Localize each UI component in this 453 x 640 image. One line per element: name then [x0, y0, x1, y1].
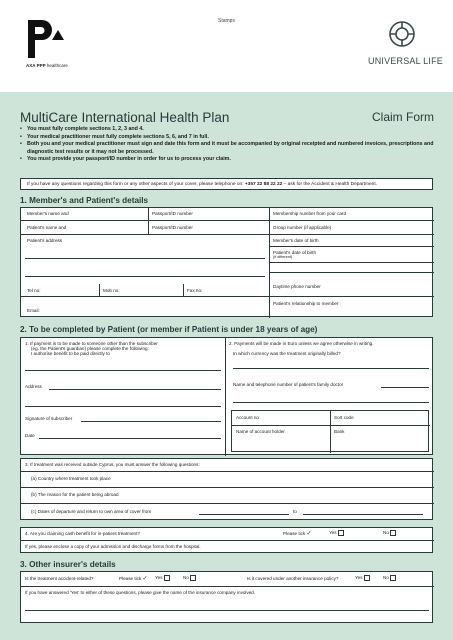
axa-ppp-logo	[26, 18, 64, 65]
cash-benefit-q4: 4. Are you claiming cash benefit for in-patient treatment?	[25, 531, 140, 536]
no-option[interactable]	[383, 530, 396, 536]
email-label: Email:	[27, 308, 40, 313]
patient-address-label: Patient's address	[27, 238, 63, 243]
no-checkbox[interactable]	[390, 530, 396, 536]
yes-label: Yes	[329, 530, 337, 536]
fax-label: Fax no:	[187, 288, 203, 293]
instruction-item: • You must provide your passport/ID number in order for us to process your claim.	[20, 156, 440, 164]
patient-name-label: Patient's name and	[27, 225, 67, 230]
please-tick-label	[283, 531, 312, 538]
accident-yes-option[interactable]	[155, 575, 170, 581]
contact-info-box	[20, 178, 433, 190]
yes-label: Yes	[155, 575, 163, 581]
payment-q1: 1. If payment is to be made to someone other than the subscriber	[25, 341, 158, 346]
yes-option[interactable]	[329, 530, 344, 536]
section-1-box	[20, 207, 433, 317]
axa-healthcare: healthcare	[46, 63, 68, 68]
abroad-q3: 3. If treatment was received outside Cyprus, you must answer the following questions:	[25, 462, 200, 467]
claim-form-label: Claim Form	[372, 110, 434, 124]
instruction-item: • You must fully complete sections 1, 2, 3 and 4.	[20, 126, 440, 134]
no-label: No	[183, 575, 189, 581]
no-label: No	[383, 530, 389, 536]
insurance-no-option[interactable]	[383, 575, 396, 581]
daytime-phone-label: Daytime phone number	[273, 284, 321, 289]
abroad-box	[20, 458, 433, 520]
other-insurer-note: If you have answered 'Yes' to either of these questions, please give the name of the insurance company involved.	[25, 590, 256, 595]
account-no-label: Account no	[236, 415, 259, 420]
instruction-item: • Both you and your medical practitioner must sign and date this form and it must be accompanied by original receipted and numbered invoices, prescriptions and diagnostic test results or it may not be processed.	[20, 141, 440, 156]
accident-question: Is the treatment accident-related?	[25, 576, 94, 581]
insurance-yes-option[interactable]	[355, 575, 370, 581]
yes-label: Yes	[355, 575, 363, 581]
abroad-q3c: (c) Dates of departure and return to own area of cover from	[31, 509, 152, 514]
please-tick-text-2: Please tick	[119, 576, 142, 581]
please-tick-text: Please tick	[283, 531, 306, 536]
abroad-q3a: (a) Country where treatment took place	[31, 476, 111, 481]
accident-yes-checkbox[interactable]	[164, 575, 170, 581]
stamps-label: Stamps	[218, 18, 235, 24]
cash-benefit-box	[20, 527, 433, 553]
contact-text-a: If you have any questions regarding this form or any other aspects of your cover, please telephone on:	[27, 182, 245, 187]
section-3-box	[20, 571, 433, 623]
axa-ppp-text	[26, 63, 68, 68]
group-number-label: Group number (if applicable)	[273, 225, 332, 230]
mob-label: Mob no:	[103, 288, 120, 293]
bank-details-box	[231, 410, 429, 452]
insurance-question: Is it covered under another insurance policy?	[247, 576, 339, 581]
section-1-title: 1. Member's and Patient's details	[20, 196, 149, 205]
passport-label-2: Passport/ID number	[152, 225, 193, 230]
accident-no-option[interactable]	[183, 575, 196, 581]
section-2-box	[20, 337, 433, 455]
axa-ppp-name: AXA PPP	[26, 63, 46, 68]
bank-label: Bank	[334, 429, 345, 434]
payment-q2: 2. Payments will be made in Euro unless we agree otherwise in writing.	[229, 341, 374, 346]
abroad-q3b: (b) The reason for the patient being abroad	[31, 492, 119, 497]
tick-icon: ✓	[306, 531, 312, 537]
contact-text-b: – ask for the Accident & Health Department.	[282, 182, 377, 187]
tel-label: Tel no:	[27, 288, 41, 293]
payment-q1b: (eg. the Patient's guardian) please complete the following:	[31, 346, 149, 351]
insurance-no-checkbox[interactable]	[390, 575, 396, 581]
patient-dob-label: Patient's date of birth	[273, 250, 317, 255]
passport-label: Passport/ID number	[152, 211, 193, 216]
family-doctor-label: Name and telephone number of patient's family doctor	[233, 382, 344, 387]
no-label: No	[383, 575, 389, 581]
payment-q1c: I authorise benefit to be paid directly to	[31, 351, 110, 356]
please-tick-label-2	[119, 576, 148, 583]
yes-checkbox[interactable]	[338, 530, 344, 536]
date-label: Date	[25, 433, 35, 438]
contact-phone: +357 22 88 22 22	[244, 182, 283, 187]
to-label: to	[293, 509, 297, 514]
accident-no-checkbox[interactable]	[190, 575, 196, 581]
section-3-title: 3. Other insurer's details	[20, 560, 116, 569]
member-name-label: Member's name and	[27, 211, 69, 216]
universal-life-logo	[368, 16, 438, 57]
currency-label: In which currency was the treatment originally billed?	[233, 351, 341, 356]
insurance-yes-checkbox[interactable]	[364, 575, 370, 581]
sort-code-label: Sort code	[334, 415, 354, 420]
form-title: MultiCare International Health Plan	[20, 110, 230, 125]
instructions-list	[20, 126, 440, 164]
cash-benefit-note: If yes, please enclose a copy of your admission and discharge forms from the hospital.	[25, 544, 201, 549]
relationship-label: Patient's relationship to member	[273, 301, 339, 306]
if-different-label: (if different)	[273, 255, 293, 259]
section-2-title: 2. To be completed by Patient (or member if Patient is under 18 years of age)	[20, 325, 318, 334]
address-label: Address	[25, 384, 42, 389]
tick-icon: ✓	[142, 576, 148, 582]
instruction-item: • Your medical practitioner must fully complete sections 5, 6, and 7 in full.	[20, 134, 440, 142]
universal-life-text: UNIVERSAL LIFE	[368, 56, 443, 66]
member-dob-label: Member's date of birth	[273, 238, 319, 243]
membership-number-label: Membership number from your card	[273, 211, 347, 216]
signature-label: Signature of subscriber	[25, 416, 73, 421]
account-holder-label: Name of account holder	[236, 429, 285, 434]
